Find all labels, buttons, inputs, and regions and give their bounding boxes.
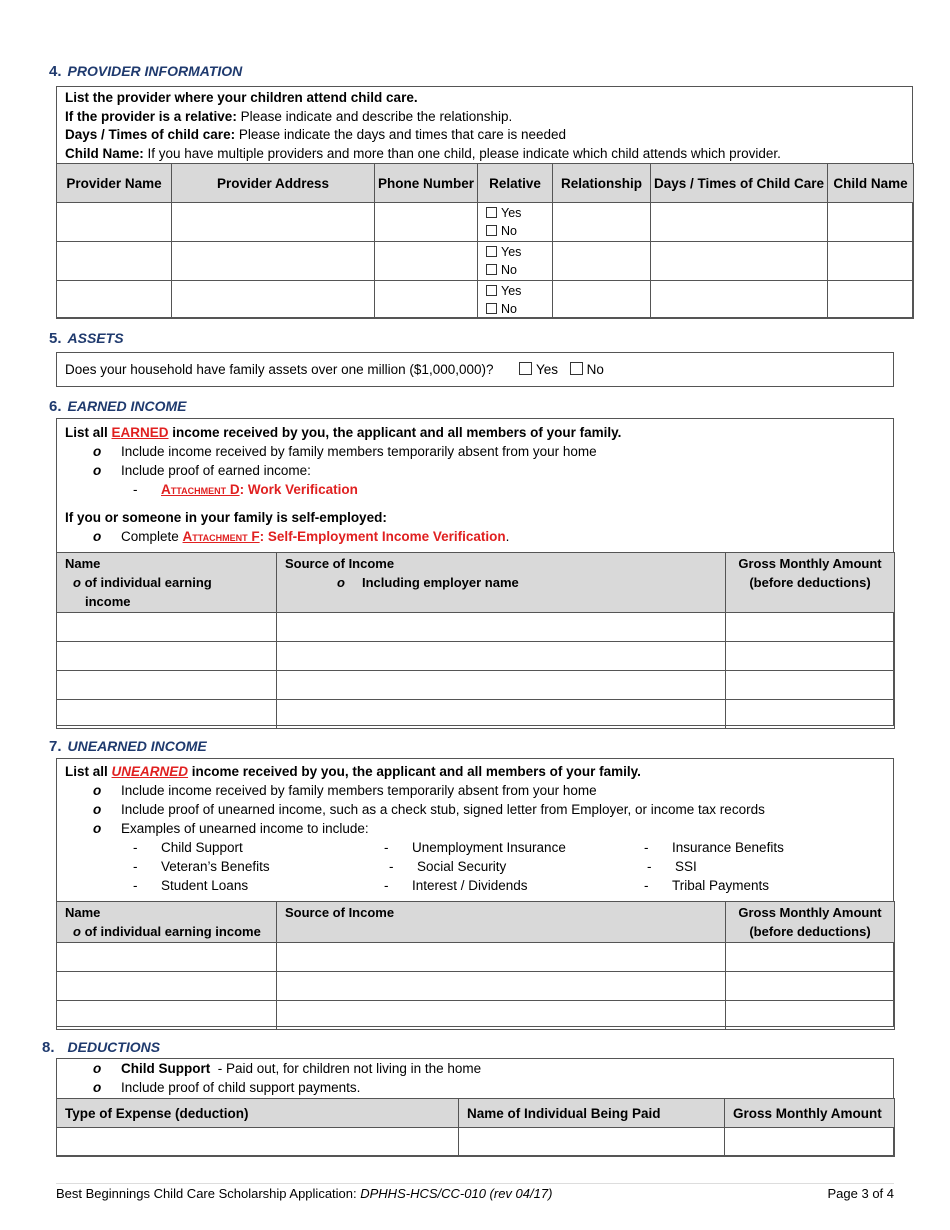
source-field[interactable] [277,1001,726,1030]
example-item: - Tribal Payments [644,878,770,893]
col-name: Name o of individual earning income [57,902,277,943]
bullet-icon: o [93,783,102,798]
provider-table-header [57,164,914,203]
deductions-section [56,1058,894,1156]
section-title: ASSETS [67,330,124,346]
name-field[interactable] [57,671,277,700]
example-item: - Student Loans [133,878,249,893]
table-row [57,671,895,700]
col-provider-name: Provider Name [57,164,172,203]
amount-field[interactable] [726,1001,895,1030]
col-source: Source of Income [277,902,726,943]
instruction-line: List the provider where your children attend child care. [65,90,418,105]
footer-form-title: Best Beginnings Child Care Scholarship Application: DPHHS-HCS/CC-010 (rev 04/17) [56,1186,553,1201]
self-employed-label: If you or someone in your family is self-employed: [65,510,387,525]
section-number: 6. [49,398,62,415]
unearned-bullet: o Include income received by family members temporarily absent from your home [93,783,597,798]
earned-highlight: EARNED [111,425,169,440]
table-row [57,642,895,671]
table-row [57,613,895,642]
bullet-icon: o [93,463,102,478]
table-row [57,242,914,281]
amount-field[interactable] [726,671,895,700]
provider-name-field[interactable] [57,242,172,281]
name-field[interactable] [57,1001,277,1030]
provider-instructions [57,87,912,165]
relationship-field[interactable] [553,281,651,319]
section-7-heading [49,738,207,755]
unearned-income-table [56,901,895,1030]
checkbox-icon[interactable] [486,246,497,257]
name-field[interactable] [57,613,277,642]
assets-question: Does your household have family assets over one million ($1,000,000)? [65,362,494,377]
example-item: - SSI [647,859,697,874]
relationship-field[interactable] [553,203,651,242]
provider-address-field[interactable] [172,203,375,242]
child-name-field[interactable] [828,203,914,242]
phone-number-field[interactable] [375,203,478,242]
earned-bullet: o Include proof of earned income: [93,463,311,478]
bullet-icon: o [93,529,102,544]
col-days-times: Days / Times of Child Care [651,164,828,203]
days-times-field[interactable] [651,203,828,242]
checkbox-icon[interactable] [486,225,497,236]
unearned-table-header [57,902,895,943]
col-amount: Gross Monthly Amount (before deductions) [726,902,895,943]
days-times-field[interactable] [651,242,828,281]
table-row [57,972,895,1001]
instruction-line: Days / Times of child care: Please indicate the days and times that care is needed [65,127,567,142]
earned-intro: List all EARNED income received by you, the applicant and all members of your family. [65,425,622,440]
dash-icon: - [133,482,138,497]
section-number: 5. [49,330,62,347]
section-number: 7. [49,738,62,755]
form-id: DPHHS-HCS/CC-010 (rev 04/17) [360,1186,553,1201]
provider-table [56,163,914,319]
provider-name-field[interactable] [57,203,172,242]
unearned-intro: List all UNEARNED income received by you, the applicant and all members of your family. [65,764,641,779]
bullet-icon: o [93,1061,102,1076]
phone-number-field[interactable] [375,242,478,281]
example-item: - Unemployment Insurance [384,840,566,855]
section-number: 8. [42,1039,55,1056]
col-amount: Gross Monthly Amount (before deductions) [726,553,895,613]
checkbox-icon[interactable] [519,362,532,375]
earned-income-table [56,552,895,729]
amount-field[interactable] [726,972,895,1001]
relative-yes-option[interactable]: Yes [486,243,552,261]
attachment-d-item: - Attachment D: Work Verification [133,482,358,497]
unearned-highlight: UNEARNED [111,764,189,779]
col-expense-type: Type of Expense (deduction) [57,1099,459,1128]
source-field[interactable] [277,671,726,700]
example-item: - Interest / Dividends [384,878,528,893]
section-title: UNEARNED INCOME [67,738,207,754]
checkbox-icon[interactable] [486,207,497,218]
section-5-heading [49,330,124,347]
provider-address-field[interactable] [172,281,375,319]
name-field[interactable] [57,943,277,972]
source-field[interactable] [277,642,726,671]
relationship-field[interactable] [553,242,651,281]
instruction-line: Child Name: If you have multiple providers and more than one child, please indicate which child attends which provider. [65,145,781,161]
gross-amount-field[interactable] [725,1128,895,1157]
col-provider-address: Provider Address [172,164,375,203]
example-item: - Insurance Benefits [644,840,784,855]
unearned-bullet: o Include proof of unearned income, such as a check stub, signed letter from Employer, or income tax records [93,802,765,817]
col-phone-number: Phone Number [375,164,478,203]
attachment-f-link[interactable]: Attachment F [182,529,260,544]
assets-section [56,352,894,387]
amount-field[interactable] [726,943,895,972]
col-relationship: Relationship [553,164,651,203]
col-individual-paid: Name of Individual Being Paid [459,1099,725,1128]
table-row [57,203,914,242]
name-field[interactable] [57,700,277,729]
section-4-heading [49,63,242,80]
assets-yes-option[interactable]: Yes [519,362,558,377]
relative-choice [478,281,553,319]
section-6-heading [49,398,187,415]
example-item: - Veteran’s Benefits [133,859,270,874]
relative-choice [478,203,553,242]
checkbox-icon[interactable] [486,285,497,296]
unearned-income-section [56,758,894,1027]
section-title: EARNED INCOME [67,398,187,414]
deductions-bullet: o Include proof of child support payments. [93,1080,361,1095]
earned-income-section [56,418,894,726]
bullet-icon: o [93,802,102,817]
checkbox-icon[interactable] [486,264,497,275]
source-field[interactable] [277,943,726,972]
col-child-name: Child Name [828,164,914,203]
table-row [57,1128,895,1157]
amount-field[interactable] [726,642,895,671]
bullet-icon: o [93,444,102,459]
source-field[interactable] [277,972,726,1001]
example-item: - Child Support [133,840,243,855]
provider-address-field[interactable] [172,242,375,281]
col-relative: Relative [478,164,553,203]
earned-bullet: o Complete Attachment F: Self-Employment Income Verification. [93,529,510,544]
amount-field[interactable] [726,700,895,729]
individual-paid-field[interactable] [459,1128,725,1157]
days-times-field[interactable] [651,281,828,319]
col-source: Source of Income o Including employer name [277,553,726,613]
relative-yes-option[interactable]: Yes [486,282,552,300]
amount-field[interactable] [726,613,895,642]
provider-name-field[interactable] [57,281,172,319]
section-number: 4. [49,63,62,80]
bullet-icon: o [93,1080,102,1095]
table-row [57,281,914,319]
relative-no-option[interactable]: No [486,261,552,279]
earned-table-header [57,553,895,613]
child-name-field[interactable] [828,281,914,319]
checkbox-icon[interactable] [570,362,583,375]
checkbox-icon[interactable] [486,303,497,314]
provider-section [56,86,913,318]
relative-no-option[interactable]: No [486,300,552,318]
instruction-line: If the provider is a relative: Please indicate and describe the relationship. [65,108,513,124]
phone-number-field[interactable] [375,281,478,319]
table-row [57,700,895,729]
relative-choice [478,242,553,281]
relative-no-option[interactable]: No [486,222,552,240]
bullet-icon: o [93,821,102,836]
earned-bullet: o Include income received by family members temporarily absent from your home [93,444,597,459]
section-8-heading [42,1039,160,1056]
expense-type-field[interactable] [57,1128,459,1157]
deductions-table-header [57,1099,895,1128]
page-footer [56,1183,894,1201]
relative-yes-option[interactable]: Yes [486,204,552,222]
col-gross-amount: Gross Monthly Amount [725,1099,895,1128]
table-row [57,943,895,972]
example-item: - Social Security [389,859,507,874]
source-field[interactable] [277,613,726,642]
attachment-d-link[interactable]: Attachment D [161,482,240,497]
col-name: Name o of individual earning income [57,553,277,613]
section-title: DEDUCTIONS [67,1039,161,1055]
unearned-bullet: o Examples of unearned income to include: [93,821,369,836]
name-field[interactable] [57,642,277,671]
deductions-table [56,1098,895,1157]
assets-no-option[interactable]: No [570,362,604,377]
page-number: Page 3 of 4 [827,1186,894,1201]
source-field[interactable] [277,700,726,729]
child-name-field[interactable] [828,242,914,281]
deductions-bullet: o Child Support - Paid out, for children not living in the home [93,1061,482,1076]
table-row [57,1001,895,1030]
section-title: PROVIDER INFORMATION [67,63,243,79]
name-field[interactable] [57,972,277,1001]
